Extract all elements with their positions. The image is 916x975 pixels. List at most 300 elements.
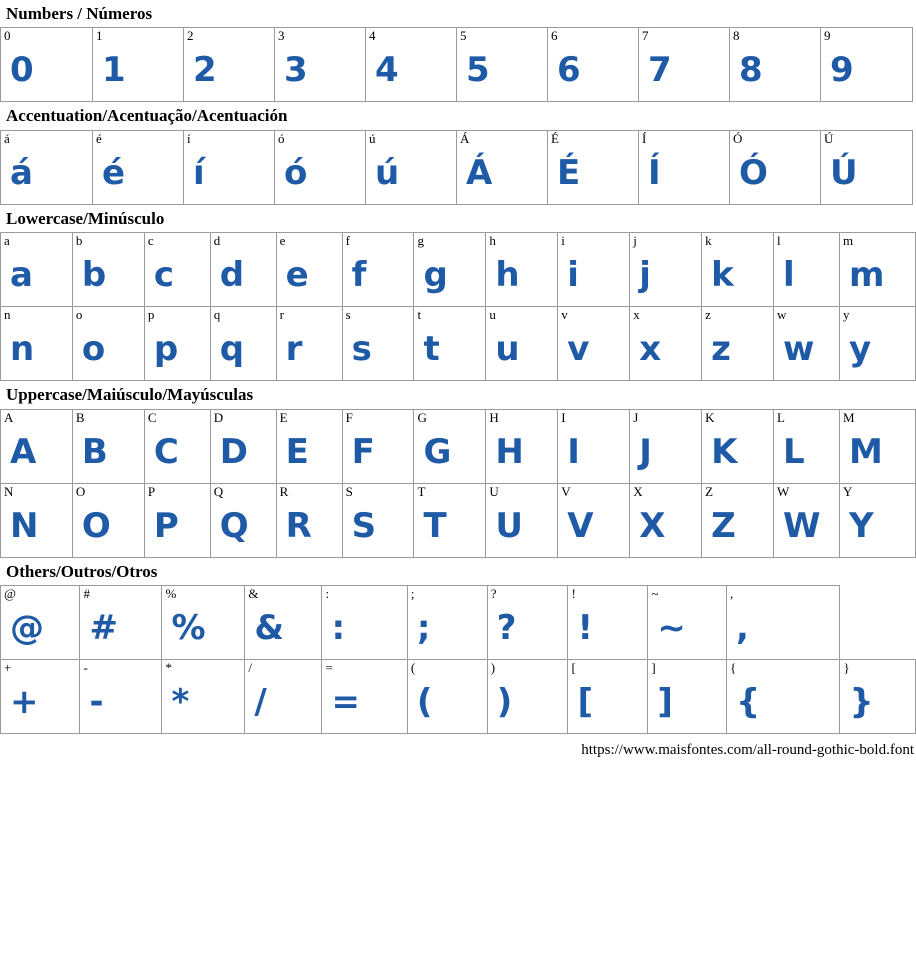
glyph-cell-slash[interactable] (245, 659, 322, 733)
glyph-label: Ó (733, 130, 743, 146)
glyph-sample: l (783, 255, 795, 296)
glyph-cell-O-acute[interactable] (730, 130, 821, 204)
source-url: https://www.maisfontes.com/all-round-gothic-bold.font (581, 741, 914, 758)
glyph-sample: e (285, 255, 309, 296)
glyph-sample: J (639, 431, 652, 472)
glyph-label: D (213, 409, 224, 425)
glyph-cell-semicolon[interactable] (407, 585, 487, 659)
glyph-cell-8[interactable] (730, 28, 821, 102)
glyph-label: h (489, 233, 496, 249)
glyph-cell-1[interactable] (93, 28, 184, 102)
glyph-sample: F (351, 431, 375, 472)
glyph-table-body-lowercase (1, 233, 916, 381)
glyph-label: N (4, 483, 14, 499)
glyph-sample: 2 (193, 50, 217, 91)
glyph-label: Ú (824, 130, 834, 146)
glyph-sample: = (331, 681, 360, 722)
glyph-cell-3[interactable] (275, 28, 366, 102)
glyph-label: á (4, 130, 10, 146)
glyph-label: t (417, 307, 422, 323)
glyph-sample: q (219, 329, 245, 370)
glyph-label: B (75, 409, 85, 425)
glyph-label: M (842, 409, 855, 425)
glyph-cell-o-acute[interactable] (275, 130, 366, 204)
glyph-label: - (83, 659, 88, 675)
glyph-cell-P[interactable] (144, 483, 210, 557)
glyph-label: v (561, 307, 568, 323)
glyph-label: 2 (187, 28, 194, 44)
glyph-label: / (248, 659, 252, 675)
glyph-cell-brace-open[interactable] (727, 659, 840, 733)
glyph-cell-brace-close[interactable] (840, 659, 916, 733)
glyph-label: c (147, 233, 154, 249)
glyph-cell-R[interactable] (276, 483, 342, 557)
glyph-sample: y (848, 329, 872, 370)
glyph-cell-question[interactable] (487, 585, 568, 659)
glyph-cell-E[interactable] (276, 409, 342, 483)
glyph-label: e (279, 233, 286, 249)
glyph-label: ú (369, 130, 376, 146)
glyph-cell-s[interactable] (342, 307, 414, 381)
glyph-label: # (83, 585, 90, 601)
glyph-sample: ú (375, 152, 400, 193)
glyph-label: G (417, 409, 427, 425)
glyph-label: f (345, 233, 350, 249)
glyph-sample: 8 (739, 50, 763, 91)
glyph-label: F (345, 409, 353, 425)
glyph-label: [ (571, 659, 576, 675)
glyph-sample: 7 (648, 50, 672, 91)
glyph-sample: ] (657, 681, 673, 722)
glyph-cell-at[interactable] (1, 585, 80, 659)
glyph-sample: 9 (830, 50, 854, 91)
glyph-sample: { (736, 681, 761, 722)
glyph-cell-v[interactable] (558, 307, 630, 381)
glyph-label: * (165, 659, 172, 675)
glyph-label: C (147, 409, 157, 425)
glyph-cell-o[interactable] (72, 307, 144, 381)
glyph-cell-0[interactable] (1, 28, 93, 102)
glyph-cell-ampersand[interactable] (245, 585, 322, 659)
glyph-cell-S[interactable] (342, 483, 414, 557)
glyph-sample: á (10, 152, 33, 193)
glyph-table-numbers (0, 27, 913, 102)
glyph-label: O (75, 483, 86, 499)
glyph-sample: c (153, 255, 174, 296)
glyph-cell-f[interactable] (342, 233, 414, 307)
glyph-label: d (213, 233, 221, 249)
glyph-table-uppercase (0, 409, 916, 558)
glyph-sample: % (171, 607, 206, 648)
glyph-sample: # (89, 607, 118, 648)
glyph-cell-i[interactable] (558, 233, 630, 307)
glyph-cell-V[interactable] (558, 483, 630, 557)
glyph-label: l (777, 233, 781, 249)
glyph-sample: Q (219, 505, 249, 546)
glyph-sample: z (711, 329, 731, 370)
glyph-cell-4[interactable] (366, 28, 457, 102)
glyph-cell-e[interactable] (276, 233, 342, 307)
glyph-sample: ) (496, 681, 513, 722)
glyph-cell-Q[interactable] (210, 483, 276, 557)
glyph-sample: Ó (739, 152, 768, 193)
glyph-cell-O[interactable] (72, 483, 144, 557)
glyph-sample: @ (10, 607, 44, 648)
glyph-sample: - (89, 681, 104, 722)
glyph-cell-u[interactable] (486, 307, 558, 381)
glyph-cell-m[interactable] (839, 233, 915, 307)
glyph-cell-y[interactable] (839, 307, 915, 381)
glyph-cell-u-acute[interactable] (366, 130, 457, 204)
glyph-label: g (417, 233, 424, 249)
glyph-sample: N (10, 505, 39, 546)
glyph-cell-bracket-close[interactable] (648, 659, 727, 733)
glyph-sample: Ú (830, 152, 858, 193)
glyph-sample: ; (416, 607, 431, 648)
glyph-table-body-others (1, 585, 916, 733)
glyph-sample: É (557, 152, 581, 193)
glyph-cell-colon[interactable] (322, 585, 407, 659)
glyph-sample: W (783, 505, 821, 546)
glyph-sample: O (81, 505, 111, 546)
glyph-cell-e-acute[interactable] (93, 130, 184, 204)
glyph-sample: 5 (466, 50, 490, 91)
glyph-cell-U[interactable] (486, 483, 558, 557)
glyph-sample: x (639, 329, 662, 370)
glyph-sample: : (331, 607, 346, 648)
table-row (1, 130, 913, 204)
glyph-cell-N[interactable] (1, 483, 73, 557)
glyph-label: a (4, 233, 10, 249)
glyph-label: n (4, 307, 11, 323)
glyph-cell-G[interactable] (414, 409, 486, 483)
glyph-cell-7[interactable] (639, 28, 730, 102)
glyph-cell-r[interactable] (276, 307, 342, 381)
glyph-table-lowercase (0, 232, 916, 381)
glyph-sample: K (711, 431, 738, 472)
glyph-sample: P (153, 505, 179, 546)
glyph-cell-2[interactable] (184, 28, 275, 102)
glyph-label: I (561, 409, 566, 425)
glyph-sample: a (10, 255, 33, 296)
section-title-numbers: Numbers / Números (6, 4, 153, 23)
glyph-label: 7 (642, 28, 649, 44)
glyph-label: q (213, 307, 221, 323)
glyph-sample: t (423, 329, 440, 370)
glyph-table-body-numbers (1, 28, 913, 102)
glyph-sample: m (848, 255, 885, 296)
glyph-label: T (417, 483, 426, 499)
glyph-label: o (75, 307, 83, 323)
glyph-sample: Á (466, 152, 493, 193)
glyph-sample: d (219, 255, 245, 296)
glyph-label: b (75, 233, 83, 249)
glyph-label: @ (4, 585, 16, 601)
glyph-sample: 0 (10, 50, 34, 91)
table-row (1, 233, 916, 307)
glyph-cell-a-acute[interactable] (1, 130, 93, 204)
glyph-cell-C[interactable] (144, 409, 210, 483)
glyph-label: + (4, 659, 12, 675)
glyph-cell-U-acute[interactable] (821, 130, 913, 204)
glyph-label: Z (705, 483, 714, 499)
glyph-sample: [ (577, 681, 593, 722)
glyph-table-body-accentuation (1, 130, 913, 204)
glyph-cell-l[interactable] (774, 233, 840, 307)
glyph-sample: b (81, 255, 107, 296)
glyph-label: w (777, 307, 787, 323)
glyph-cell-H[interactable] (486, 409, 558, 483)
glyph-cell-p[interactable] (144, 307, 210, 381)
glyph-sample: r (285, 329, 303, 370)
glyph-sample: ! (577, 607, 593, 648)
glyph-sample: n (10, 329, 35, 370)
glyph-sample: A (10, 431, 37, 472)
glyph-sample: + (10, 681, 39, 722)
glyph-sample: B (81, 431, 108, 472)
glyph-label: , (730, 585, 734, 601)
glyph-sample: , (736, 607, 749, 648)
glyph-label: Í (642, 130, 647, 146)
glyph-sample: I (567, 431, 580, 472)
glyph-label: Á (460, 130, 470, 146)
glyph-label: ] (651, 659, 656, 675)
glyph-label: u (489, 307, 496, 323)
glyph-sample: * (171, 681, 190, 722)
glyph-cell-a[interactable] (1, 233, 73, 307)
glyph-cell-comma[interactable] (727, 585, 840, 659)
glyph-cell-k[interactable] (702, 233, 774, 307)
glyph-label: 9 (824, 28, 831, 44)
glyph-sample: f (351, 255, 367, 296)
glyph-label: s (345, 307, 351, 323)
glyph-cell-h[interactable] (486, 233, 558, 307)
glyph-label: é (96, 130, 102, 146)
glyph-cell-hash[interactable] (80, 585, 162, 659)
glyph-sample: E (285, 431, 309, 472)
glyph-label: U (489, 483, 499, 499)
glyph-cell-percent[interactable] (162, 585, 245, 659)
glyph-sample: ( (416, 681, 433, 722)
glyph-label: E (279, 409, 288, 425)
glyph-cell-j[interactable] (630, 233, 702, 307)
glyph-sample: S (351, 505, 377, 546)
glyph-label: 4 (369, 28, 376, 44)
glyph-label: K (705, 409, 715, 425)
glyph-sample: / (254, 681, 267, 722)
glyph-sample: Í (648, 152, 661, 193)
section-title-uppercase: Uppercase/Maiúsculo/Mayúsculas (6, 385, 254, 405)
glyph-cell-X[interactable] (630, 483, 702, 557)
glyph-cell-Y[interactable] (839, 483, 915, 557)
glyph-cell-i-acute[interactable] (184, 130, 275, 204)
glyph-label: ? (490, 585, 497, 601)
glyph-cell-asterisk[interactable] (162, 659, 245, 733)
section-title-others: Others/Outros/Otros (6, 561, 158, 581)
glyph-cell-b[interactable] (72, 233, 144, 307)
glyph-sample: L (783, 431, 805, 472)
glyph-sample: 1 (102, 50, 126, 91)
table-row (1, 483, 916, 557)
glyph-label: L (777, 409, 785, 425)
glyph-label: k (705, 233, 712, 249)
glyph-label: & (248, 585, 259, 601)
glyph-cell-J[interactable] (630, 409, 702, 483)
glyph-label: x (633, 307, 640, 323)
glyph-sample: & (254, 607, 284, 648)
glyph-cell-W[interactable] (774, 483, 840, 557)
glyph-label: } (843, 659, 850, 675)
glyph-sample: ó (284, 152, 308, 193)
glyph-cell-K[interactable] (702, 409, 774, 483)
glyph-cell-D[interactable] (210, 409, 276, 483)
glyph-cell-bracket-open[interactable] (568, 659, 648, 733)
glyph-label: J (633, 409, 639, 425)
glyph-cell-E-acute[interactable] (548, 130, 639, 204)
glyph-label: A (4, 409, 14, 425)
glyph-sample: V (567, 505, 594, 546)
glyph-sample: D (219, 431, 248, 472)
glyph-label: 1 (96, 28, 103, 44)
glyph-label: y (842, 307, 850, 323)
glyph-label: S (345, 483, 353, 499)
glyph-label: { (730, 659, 737, 675)
glyph-label: V (561, 483, 571, 499)
glyph-label: ( (410, 659, 416, 675)
glyph-sample: X (639, 505, 666, 546)
glyph-cell-n[interactable] (1, 307, 73, 381)
glyph-label: % (165, 585, 177, 601)
glyph-label: j (633, 233, 637, 249)
glyph-sample: j (639, 255, 651, 296)
table-row (1, 28, 913, 102)
table-row (1, 409, 916, 483)
glyph-sample: i (567, 255, 579, 296)
glyph-table-body-uppercase (1, 409, 916, 557)
glyph-sample: Y (848, 505, 874, 546)
table-row (1, 307, 916, 381)
glyph-table-others (0, 585, 916, 734)
section-title-lowercase: Lowercase/Minúsculo (6, 208, 165, 228)
glyph-sample: 6 (557, 50, 581, 91)
glyph-cell-5[interactable] (457, 28, 548, 102)
glyph-cell-z[interactable] (702, 307, 774, 381)
glyph-cell-g[interactable] (414, 233, 486, 307)
glyph-label: ~ (651, 585, 659, 601)
glyph-label: R (279, 483, 289, 499)
glyph-cell-I-acute[interactable] (639, 130, 730, 204)
glyph-sample: p (153, 329, 179, 370)
glyph-sample: s (351, 329, 372, 370)
glyph-cell-Z[interactable] (702, 483, 774, 557)
glyph-cell-9[interactable] (821, 28, 913, 102)
table-row (1, 585, 916, 659)
glyph-sample: C (153, 431, 179, 472)
glyph-cell-minus[interactable] (80, 659, 162, 733)
glyph-table-accentuation (0, 130, 913, 205)
glyph-sample: M (848, 431, 883, 472)
glyph-cell-w[interactable] (774, 307, 840, 381)
glyph-cell-A-acute[interactable] (457, 130, 548, 204)
glyph-cell-paren-close[interactable] (487, 659, 568, 733)
glyph-cell-q[interactable] (210, 307, 276, 381)
glyph-sample: w (783, 329, 815, 370)
glyph-label: ó (278, 130, 285, 146)
glyph-label: : (325, 585, 330, 601)
glyph-sample: Z (711, 505, 736, 546)
glyph-cell-exclamation[interactable] (568, 585, 648, 659)
glyph-cell-d[interactable] (210, 233, 276, 307)
glyph-sample: ? (496, 607, 517, 648)
glyph-label: i (561, 233, 565, 249)
glyph-cell-equals[interactable] (322, 659, 407, 733)
glyph-label: m (842, 233, 854, 249)
glyph-sample: k (711, 255, 734, 296)
glyph-sample: ~ (657, 607, 686, 648)
glyph-cell-L[interactable] (774, 409, 840, 483)
glyph-label: Y (842, 483, 853, 499)
glyph-label: ) (490, 659, 496, 675)
glyph-cell-t[interactable] (414, 307, 486, 381)
glyph-label: r (279, 307, 284, 323)
glyph-label: z (705, 307, 711, 323)
glyph-sample: h (495, 255, 520, 296)
glyph-label: X (633, 483, 643, 499)
table-row (1, 659, 916, 733)
glyph-label: p (147, 307, 155, 323)
glyph-label: í (187, 130, 191, 146)
glyph-sample: 3 (284, 50, 308, 91)
glyph-label: 6 (551, 28, 558, 44)
glyph-sample: U (495, 505, 523, 546)
glyph-sample: } (849, 681, 874, 722)
glyph-sample: í (193, 152, 205, 193)
glyph-sample: o (81, 329, 106, 370)
glyph-sample: u (495, 329, 520, 370)
glyph-cell-plus[interactable] (1, 659, 80, 733)
glyph-sample: é (102, 152, 126, 193)
glyph-label: = (325, 659, 333, 675)
glyph-label: W (777, 483, 790, 499)
glyph-label: É (551, 130, 559, 146)
glyph-cell-tilde[interactable] (648, 585, 727, 659)
glyph-cell-x[interactable] (630, 307, 702, 381)
glyph-cell-F[interactable] (342, 409, 414, 483)
glyph-label: 8 (733, 28, 740, 44)
glyph-sample: v (567, 329, 590, 370)
glyph-sample: 4 (375, 50, 399, 91)
glyph-cell-M[interactable] (839, 409, 915, 483)
glyph-label: ! (571, 585, 576, 601)
glyph-label: 0 (4, 28, 11, 44)
glyph-cell-T[interactable] (414, 483, 486, 557)
glyph-cell-B[interactable] (72, 409, 144, 483)
glyph-cell-I[interactable] (558, 409, 630, 483)
glyph-sample: g (423, 255, 448, 296)
glyph-label: 5 (460, 28, 467, 44)
glyph-label: ; (410, 585, 415, 601)
glyph-label: Q (213, 483, 224, 499)
glyph-cell-paren-open[interactable] (407, 659, 487, 733)
glyph-sample: T (423, 505, 447, 546)
glyph-label: H (489, 409, 499, 425)
glyph-cell-6[interactable] (548, 28, 639, 102)
section-title-accentuation: Accentuation/Acentuação/Acentuación (6, 106, 288, 126)
glyph-sample: G (423, 431, 452, 472)
glyph-cell-A[interactable] (1, 409, 73, 483)
glyph-label: 3 (278, 28, 285, 44)
glyph-cell-c[interactable] (144, 233, 210, 307)
